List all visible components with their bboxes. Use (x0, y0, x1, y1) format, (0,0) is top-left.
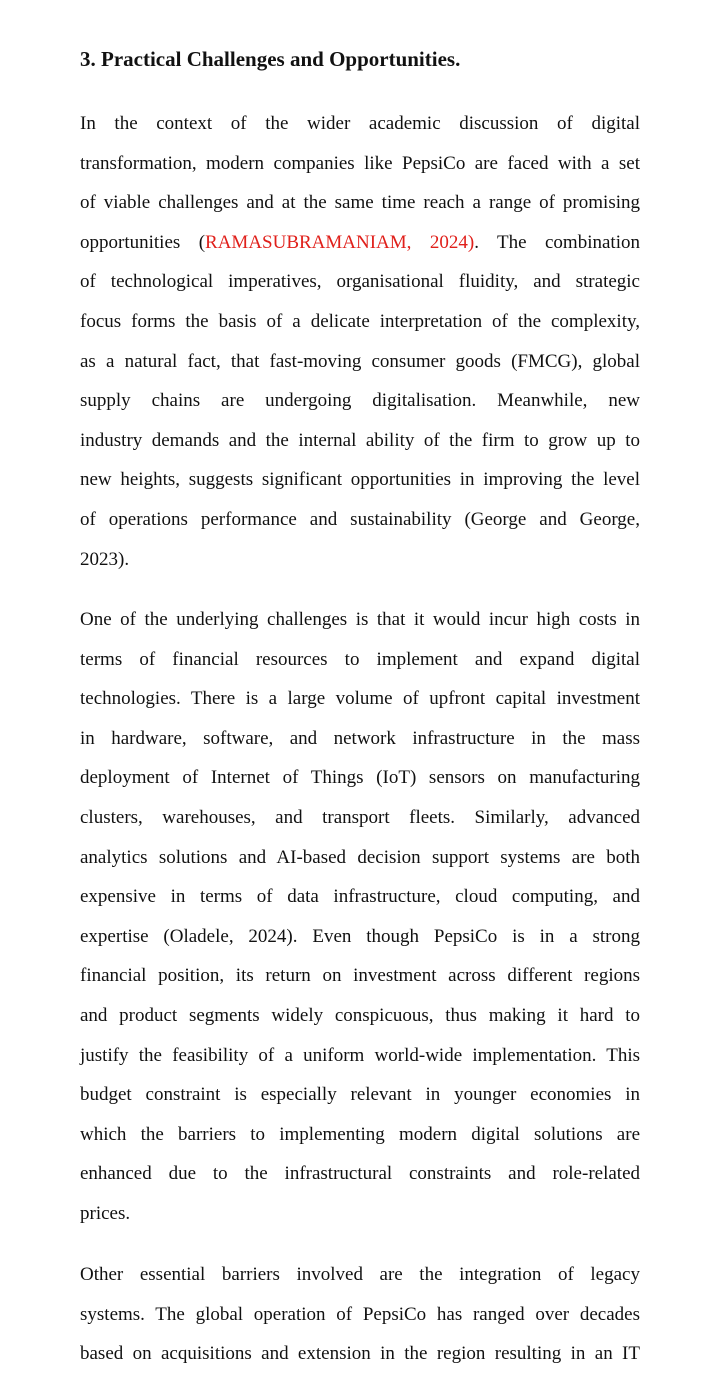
text-line: based on acquisitions and extension in the region resulting in an IT (80, 1343, 640, 1365)
text-line: clusters, warehouses, and transport fleets. Similarly, advanced (80, 806, 640, 828)
text-line: focus forms the basis of a delicate interpretation of the complexity, (80, 310, 640, 332)
text-line: 2023). (80, 548, 130, 570)
text-line: of operations performance and sustainability (George and George, (80, 508, 640, 530)
text-line-with-citation (80, 223, 640, 263)
text-line: in hardware, software, and network infrastructure in the mass (80, 727, 640, 749)
text-line: analytics solutions and AI-based decision support systems are both (80, 846, 640, 868)
text-line: of technological imperatives, organisational fluidity, and strategic (80, 271, 640, 293)
text-line: supply chains are undergoing digitalisation. Meanwhile, new (80, 390, 640, 412)
text-line: prices. (80, 1202, 131, 1224)
text-line: financial position, its return on investment across different regions (80, 965, 640, 987)
text-line: industry demands and the internal ability of the firm to grow up to (80, 429, 640, 451)
text-line: and product segments widely conspicuous, thus making it hard to (80, 1004, 640, 1026)
citation-link[interactable]: RAMASUBRAMANIAM, 2024) (205, 231, 475, 253)
text-line: which the barriers to implementing modern digital solutions are (80, 1123, 640, 1145)
text-line: In the context of the wider academic discussion of digital (80, 113, 640, 134)
text-line: transformation, modern companies like PepsiCo are faced with a set (80, 152, 640, 174)
text-line: expertise (Oladele, 2024). Even though PepsiCo is in a strong (80, 925, 640, 947)
text-line: Other essential barriers involved are the integration of legacy (80, 1264, 640, 1285)
text-line: systems. The global operation of PepsiCo has ranged over decades (80, 1303, 640, 1325)
text-line: deployment of Internet of Things (IoT) sensors on manufacturing (80, 767, 640, 789)
section-heading: 3. Practical Challenges and Opportunities. (80, 47, 461, 71)
text-line: budget constraint is especially relevant in younger economies in (80, 1084, 640, 1106)
text-line: justify the feasibility of a uniform world-wide implementation. This (80, 1044, 640, 1066)
paragraph-legacy (80, 1255, 640, 1374)
text-line: terms of financial resources to implement and expand digital (80, 648, 640, 670)
text-fragment: . The combination (474, 231, 640, 253)
paragraph-intro (80, 104, 640, 579)
text-line: technologies. There is a large volume of upfront capital investment (80, 688, 640, 710)
text-line: One of the underlying challenges is that it would incur high costs in (80, 609, 640, 630)
text-line: enhanced due to the infrastructural constraints and role-related (80, 1163, 640, 1185)
text-line: as a natural fact, that fast-moving consumer goods (FMCG), global (80, 350, 640, 372)
text-line: of viable challenges and at the same time reach a range of promising (80, 192, 640, 214)
text-line: expensive in terms of data infrastructure, cloud computing, and (80, 886, 640, 908)
text-line: new heights, suggests significant opportunities in improving the level (80, 469, 640, 491)
paragraph-costs (80, 600, 640, 1234)
text-fragment: opportunities ( (80, 231, 206, 253)
